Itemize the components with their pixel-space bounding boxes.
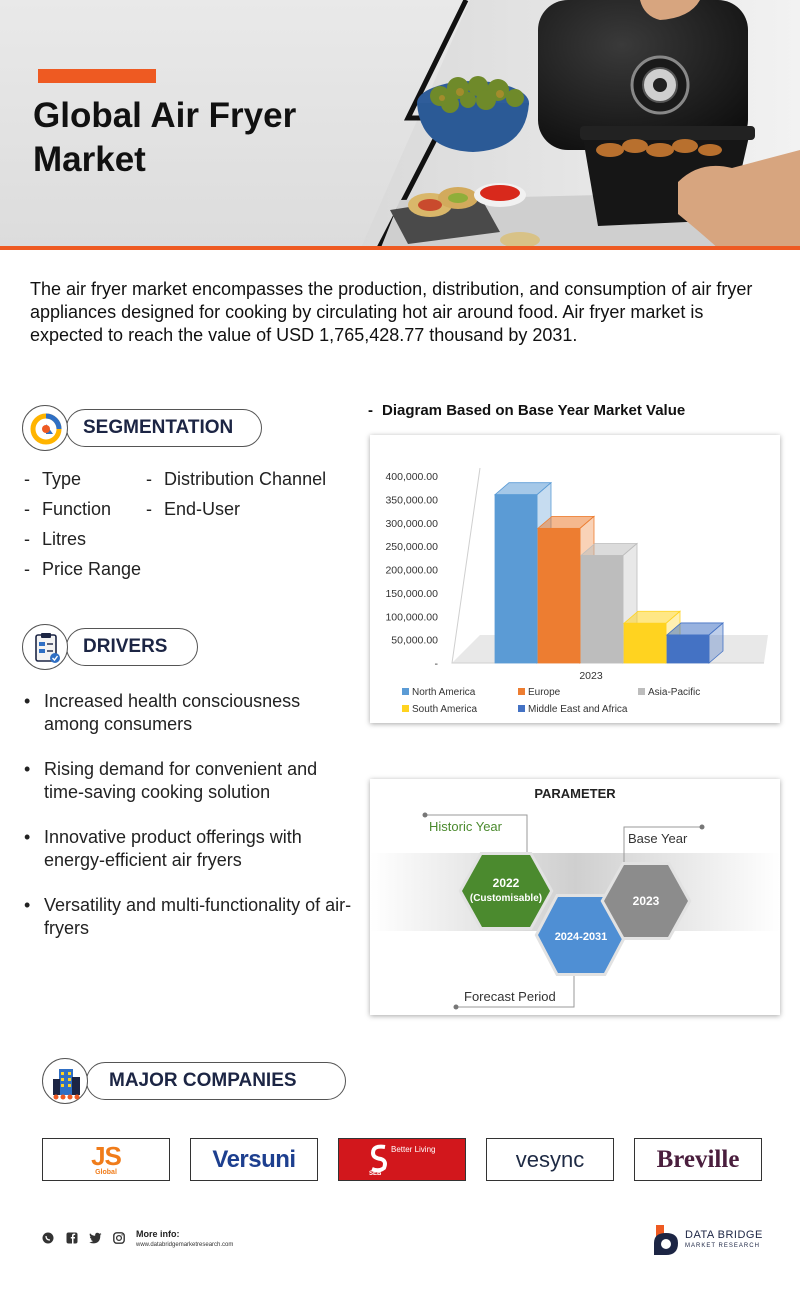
base-label: Base Year — [628, 831, 688, 846]
segment-distribution-channel: - Distribution Channel — [146, 469, 327, 489]
drivers-pill — [66, 628, 198, 666]
driver-item: • Innovative product offerings with energy-efficient air fryers — [24, 827, 302, 870]
forecast-value: 2024-2031 — [554, 931, 608, 943]
svg-text:North America: North America — [412, 687, 476, 698]
y-tick-label: 400,000.00 — [385, 471, 438, 483]
parameter-card — [370, 779, 780, 1015]
data-bridge-logo: DATA BRIDGE MARKET RESEARCH — [652, 1223, 772, 1257]
segmentation-pill — [66, 409, 262, 447]
y-tick-label: - — [434, 658, 438, 670]
page-title: Global Air Fryer Market — [33, 96, 297, 179]
legend-item — [402, 704, 477, 715]
y-tick-label: 350,000.00 — [385, 494, 438, 507]
x-category-label: 2023 — [579, 670, 603, 682]
facebook-icon[interactable] — [66, 1232, 78, 1244]
base-value: 2023 — [632, 894, 660, 908]
market-bar-chart — [370, 435, 780, 723]
y-tick-label: 300,000.00 — [385, 517, 438, 530]
y-tick-label: 150,000.00 — [385, 587, 438, 600]
historic-value: 2022 — [492, 876, 520, 890]
whatsapp-icon[interactable] — [42, 1232, 54, 1244]
parameter-diagram — [370, 779, 780, 1015]
driver-item: • Versatility and multi-functionality of air-fryers — [24, 895, 352, 938]
y-tick-label: 100,000.00 — [385, 611, 438, 624]
instagram-icon[interactable] — [113, 1232, 125, 1244]
legend-item — [638, 687, 700, 698]
logo-seb: Better Living SEB — [338, 1138, 466, 1181]
y-tick-label: 200,000.00 — [385, 564, 438, 577]
drivers-list — [24, 690, 354, 962]
accent-bar — [38, 69, 156, 83]
svg-text:Asia-Pacific: Asia-Pacific — [648, 687, 701, 698]
segment-end-user: - End-User — [146, 499, 241, 519]
segment-litres: - Litres — [24, 529, 87, 549]
companies-title: MAJOR COMPANIES — [109, 1070, 297, 1091]
website-link[interactable]: www.databridgemarketresearch.com — [136, 1242, 234, 1248]
seb-mark-icon — [369, 1143, 389, 1173]
companies-pill — [86, 1062, 346, 1100]
driver-item: • Rising demand for convenient and time-saving cooking solution — [24, 759, 318, 802]
y-tick-label: 250,000.00 — [385, 541, 438, 554]
chart-bar — [667, 623, 723, 663]
building-icon — [42, 1058, 88, 1104]
data-bridge-mark-icon — [652, 1223, 682, 1257]
logo-js-global: JS Global — [42, 1138, 170, 1181]
intro-paragraph: The air fryer market encompasses the production, distribution, and consumption of air fryer appliances designed for cooking by circulating hot air around food. Air fryer market is expected to reach the value of USD 1,765,428.77 thousand by 2031. — [30, 279, 753, 345]
segment-price-range: - Price Range — [24, 559, 142, 579]
header-banner — [0, 0, 800, 250]
driver-item: • Increased health consciousness among consumers — [24, 691, 301, 734]
more-info-label: More info: — [136, 1229, 180, 1239]
clipboard-icon — [22, 624, 68, 670]
logo-breville: Breville — [634, 1138, 762, 1181]
forecast-label: Forecast Period — [464, 989, 556, 1004]
market-chart-card — [370, 435, 780, 723]
legend-item — [518, 704, 628, 715]
legend-item — [518, 687, 561, 698]
segmentation-icon — [22, 405, 68, 451]
twitter-icon[interactable] — [89, 1232, 102, 1244]
drivers-title: DRIVERS — [83, 636, 168, 657]
segmentation-title: SEGMENTATION — [83, 417, 234, 438]
logo-vesync: vesync — [486, 1138, 614, 1181]
segment-function: - Function — [24, 499, 112, 519]
header-divider — [0, 246, 800, 250]
y-tick-label: 50,000.00 — [391, 634, 438, 647]
svg-text:Middle East and Africa: Middle East and Africa — [528, 704, 628, 715]
historic-label: Historic Year — [429, 819, 502, 834]
svg-text:South America: South America — [412, 704, 478, 715]
parameter-title: PARAMETER — [534, 786, 616, 801]
chart-heading: - Diagram Based on Base Year Market Value — [368, 402, 686, 419]
legend-item — [402, 687, 476, 698]
segment-type: - Type — [24, 469, 82, 489]
svg-text:Europe: Europe — [528, 687, 561, 698]
historic-note: (Customisable) — [469, 893, 543, 904]
air-fryer-photo — [360, 0, 800, 250]
logo-versuni: Versuni — [190, 1138, 318, 1181]
